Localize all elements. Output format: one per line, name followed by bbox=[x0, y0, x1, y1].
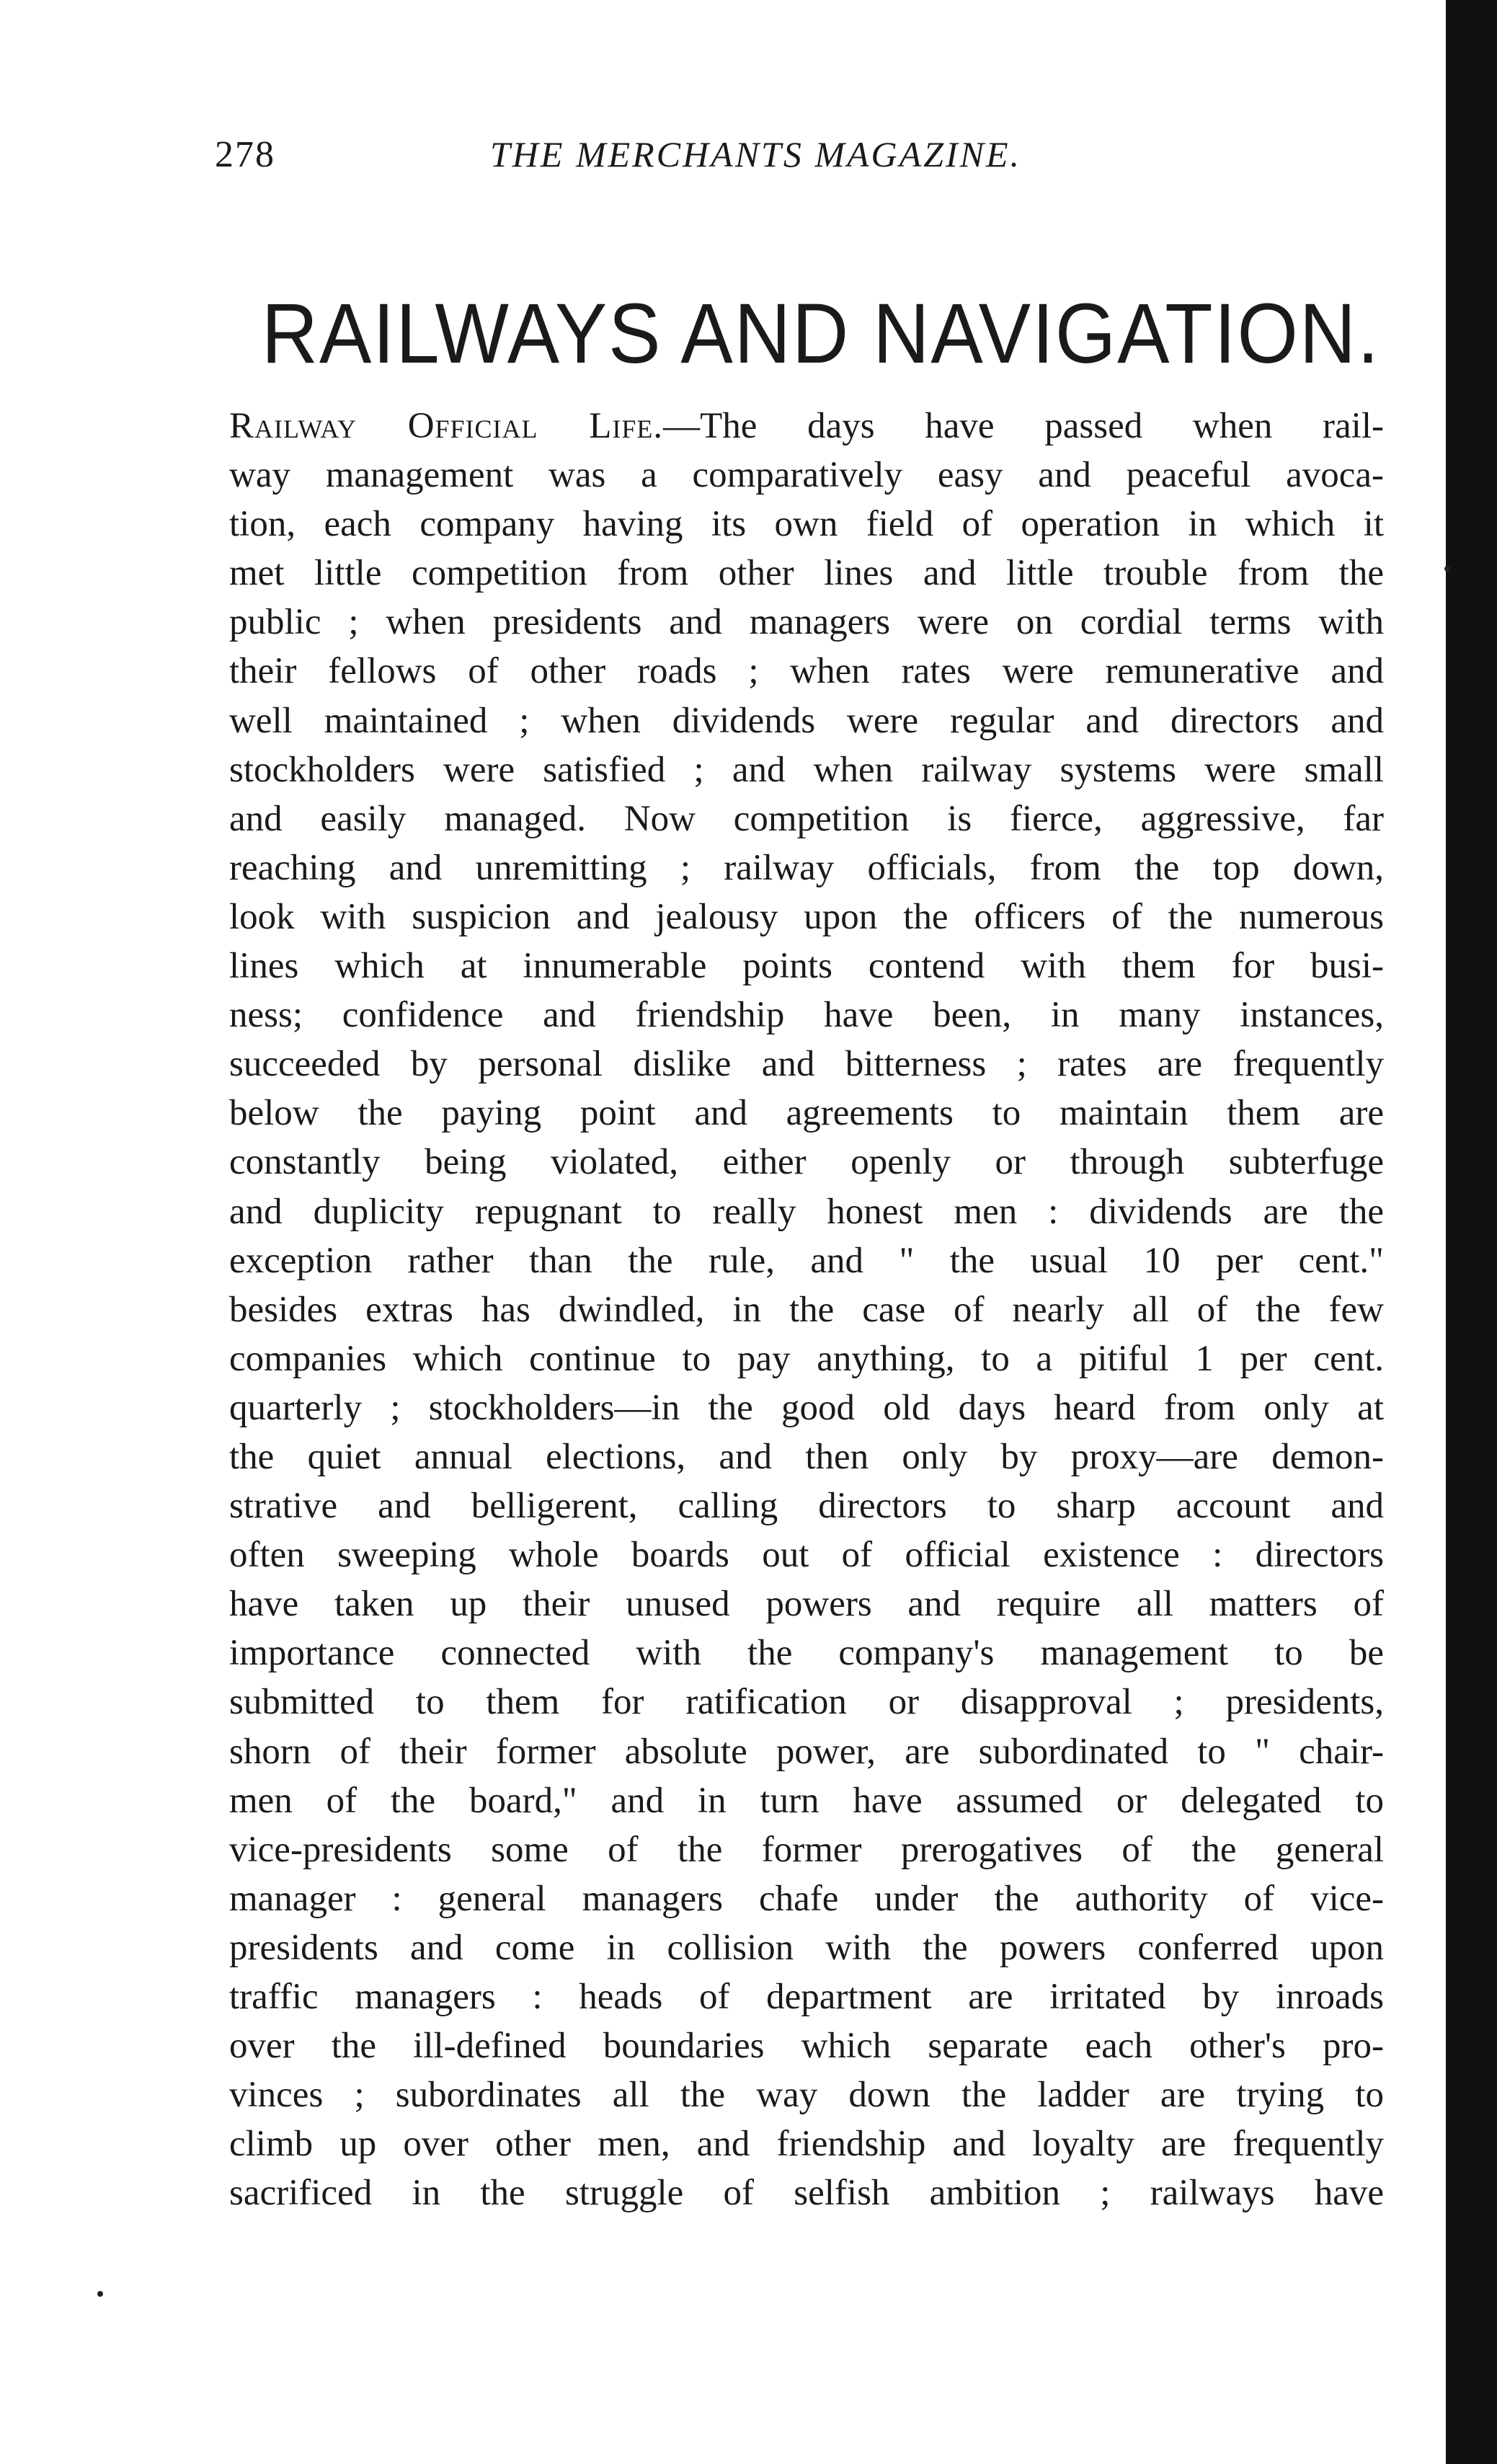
article-line: and easily managed. Now competition is fierce, aggressive, far bbox=[229, 798, 1384, 839]
article-line: met little competition from other lines and little trouble from the bbox=[229, 553, 1384, 594]
page-number: 278 bbox=[215, 134, 275, 175]
article-line: submitted to them for ratification or disapproval ; presidents, bbox=[229, 1682, 1384, 1723]
article-line: below the paying point and agreements to maintain them are bbox=[229, 1093, 1384, 1134]
article-line: men of the board," and in turn have assumed or delegated to bbox=[229, 1780, 1384, 1821]
article-line: exception rather than the rule, and " the usual 10 per cent." bbox=[229, 1240, 1384, 1281]
article-line: stockholders were satisfied ; and when railway systems were small bbox=[229, 749, 1384, 790]
article-line-1-text: —The days have passed when rail- bbox=[663, 406, 1384, 446]
article-line: have taken up their unused powers and require all matters of bbox=[229, 1584, 1384, 1625]
article-line: over the ill-defined boundaries which separate each other's pro- bbox=[229, 2026, 1384, 2067]
article-line: vice-presidents some of the former prerogatives of the general bbox=[229, 1829, 1384, 1870]
article-line: sacrificed in the struggle of selfish ambition ; railways have bbox=[229, 2173, 1384, 2214]
scan-speck bbox=[97, 2291, 103, 2297]
article-line: climb up over other men, and friendship and loyalty are frequently bbox=[229, 2124, 1384, 2165]
article-line: well maintained ; when dividends were regular and directors and bbox=[229, 700, 1384, 741]
scan-speck bbox=[1444, 566, 1450, 572]
article-line: lines which at innumerable points contend with them for busi- bbox=[229, 946, 1384, 987]
binding-gutter-shadow bbox=[1446, 0, 1497, 2464]
article-line: often sweeping whole boards out of official existence : directors bbox=[229, 1535, 1384, 1576]
article-line: traffic managers : heads of department are irritated by inroads bbox=[229, 1977, 1384, 2017]
article-line: succeeded by personal dislike and bitterness ; rates are frequently bbox=[229, 1044, 1384, 1085]
article-line-1 bbox=[229, 402, 1384, 451]
article-line: tion, each company having its own field of operation in which it bbox=[229, 504, 1384, 545]
article-line: companies which continue to pay anything, to a pitiful 1 per cent. bbox=[229, 1338, 1384, 1379]
article-line: constantly being violated, either openly or through subterfuge bbox=[229, 1142, 1384, 1183]
article-line: the quiet annual elections, and then only by proxy—are demon- bbox=[229, 1436, 1384, 1477]
article-line: quarterly ; stockholders—in the good old days heard from only at bbox=[229, 1387, 1384, 1428]
article-line: importance connected with the company's management to be bbox=[229, 1633, 1384, 1674]
run-in-heading: Railway Official Life. bbox=[229, 406, 664, 446]
article-line: presidents and come in collision with the powers conferred upon bbox=[229, 1927, 1384, 1968]
article-line: vinces ; subordinates all the way down the ladder are trying to bbox=[229, 2075, 1384, 2116]
article-line: strative and belligerent, calling directors to sharp account and bbox=[229, 1486, 1384, 1527]
article-line: reaching and unremitting ; railway officials, from the top down, bbox=[229, 847, 1384, 888]
article-line: shorn of their former absolute power, are subordinated to " chair- bbox=[229, 1731, 1384, 1772]
article-line: look with suspicion and jealousy upon the officers of the numerous bbox=[229, 896, 1384, 937]
article-line: way management was a comparatively easy and peaceful avoca- bbox=[229, 455, 1384, 496]
running-head bbox=[215, 133, 1382, 191]
journal-title: THE MERCHANTS MAGAZINE. bbox=[490, 134, 1022, 174]
article-line: besides extras has dwindled, in the case of nearly all of the few bbox=[229, 1289, 1384, 1330]
article-line: manager : general managers chafe under the authority of vice- bbox=[229, 1878, 1384, 1919]
article-line: their fellows of other roads ; when rates were remunerative and bbox=[229, 651, 1384, 692]
article-body bbox=[229, 402, 1384, 2217]
article-line: public ; when presidents and managers were on cordial terms with bbox=[229, 602, 1384, 643]
section-title: RAILWAYS AND NAVIGATION. bbox=[261, 286, 1380, 381]
article-line: ness; confidence and friendship have been, in many instances, bbox=[229, 995, 1384, 1036]
article-line: and duplicity repugnant to really honest men : dividends are the bbox=[229, 1191, 1384, 1232]
